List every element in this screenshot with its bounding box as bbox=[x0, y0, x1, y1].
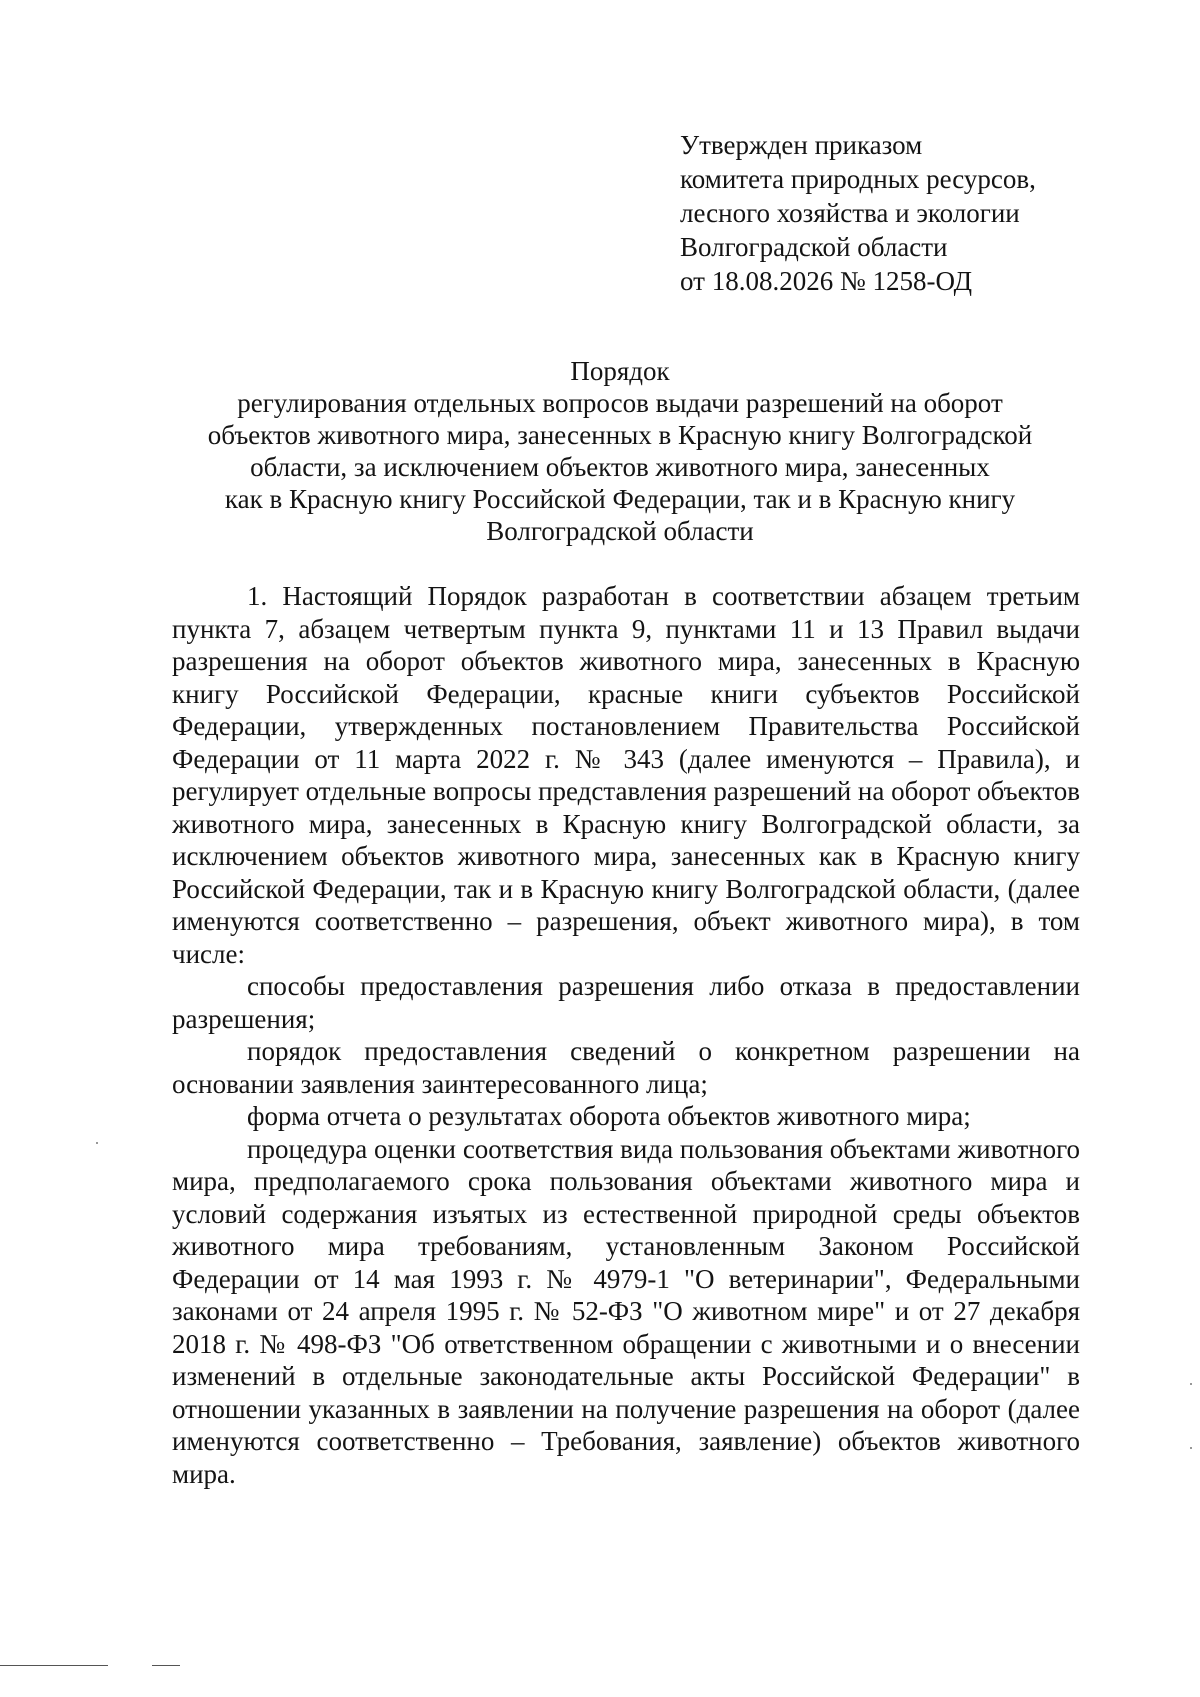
approval-stamp-block bbox=[680, 128, 1140, 298]
approval-line: Утвержден приказом bbox=[680, 130, 923, 160]
title-heading: Порядок bbox=[570, 356, 670, 386]
list-item-methods: способы предоставления разрешения либо отказа в предоставлении разрешения; bbox=[172, 971, 1080, 1034]
scan-artifact-dot bbox=[1190, 1447, 1192, 1449]
scan-artifact-line bbox=[152, 1665, 180, 1666]
scan-artifact-dot bbox=[96, 1142, 98, 1144]
paragraph-1: 1. Настоящий Порядок разработан в соответствии абзацем третьим пункта 7, абзацем четвертым пункта 9, пунктами 11 и 13 Правил выдачи разрешения на оборот объектов животного мира, занесенных в Красную книгу Российской Федерации, красные книги субъектов Российской Федерации, утвержденных постановлением Правительства Российской Федерации от 11 марта 2022 г. № 343 (далее именуются – Правила), и регулирует отдельные вопросы представления разрешений на оборот объектов животного мира, занесенных в Красную книгу Волгоградской области, за исключением объектов животного мира, занесенных как в Красную книгу Российской Федерации, так и в Красную книгу Волгоградской области, (далее именуются соответственно – разрешения, объект животного мира), в том числе: bbox=[172, 581, 1081, 969]
list-item-report-form: форма отчета о результатах оборота объектов животного мира; bbox=[247, 1101, 971, 1131]
approval-line: Волгоградской области bbox=[680, 232, 948, 262]
document-body bbox=[172, 580, 1080, 1490]
title-line: регулирования отдельных вопросов выдачи разрешений на оборот bbox=[237, 388, 1003, 418]
approval-line: лесного хозяйства и экологии bbox=[680, 198, 1020, 228]
approval-line: комитета природных ресурсов, bbox=[680, 164, 1036, 194]
title-line: области, за исключением объектов животного мира, занесенных bbox=[250, 452, 990, 482]
scan-artifact-line bbox=[0, 1665, 108, 1666]
title-line: объектов животного мира, занесенных в Красную книгу Волгоградской bbox=[207, 420, 1033, 450]
title-line: как в Красную книгу Российской Федерации, так и в Красную книгу bbox=[224, 484, 1016, 514]
list-item-info-procedure: порядок предоставления сведений о конкретном разрешении на основании заявления заинтересованного лица; bbox=[172, 1036, 1080, 1099]
approval-date-number: от 18.08.2026 № 1258-ОД bbox=[680, 266, 973, 296]
title-line: Волгоградской области bbox=[486, 516, 754, 546]
scan-artifact-dot bbox=[1190, 1383, 1192, 1385]
document-title bbox=[170, 355, 1070, 547]
list-item-assessment-procedure: процедура оценки соответствия вида пользования объектами животного мира, предполагаемого срока пользования объектами животного мира и условий содержания изъятых из естественной природной среды объектов животного мира требованиям, установленным Законом Российской Федерации от 14 мая 1993 г. № 4979-1 "О ветеринарии", Федеральными законами от 24 апреля 1995 г. № 52-ФЗ "О животном мире" и от 27 декабря 2018 г. № 498-ФЗ "Об ответственном обращении с животными и о внесении изменений в отдельные законодательные акты Российской Федерации" в отношении указанных в заявлении на получение разрешения на оборот (далее именуются соответственно – Требования, заявление) объектов животного мира. bbox=[172, 1133, 1080, 1489]
